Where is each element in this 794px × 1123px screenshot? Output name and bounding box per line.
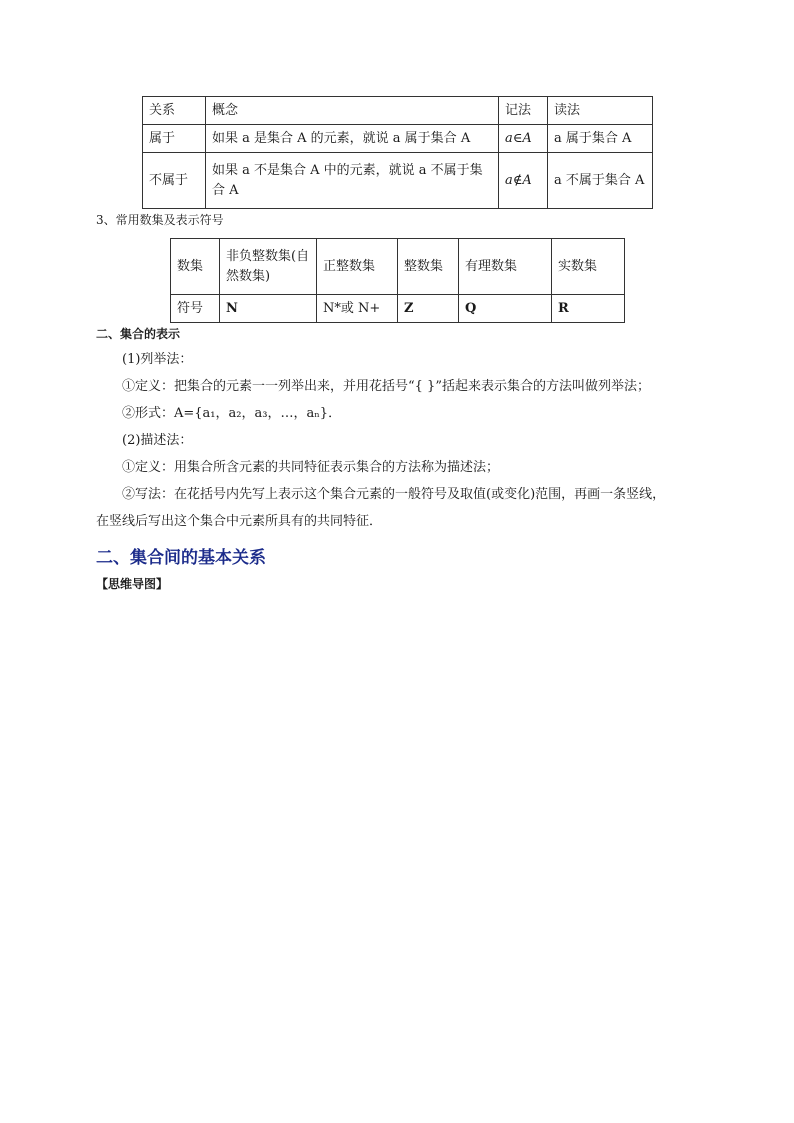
table-cell: 不属于 (143, 153, 206, 209)
table-header-row (143, 97, 653, 125)
table-cell: Z (398, 295, 459, 323)
table-cell: 有理数集 (459, 239, 552, 295)
table-cell: a∉A (499, 153, 548, 209)
text-line: ②形式：A={a₁，a₂，a₃，…，aₙ}． (122, 406, 342, 421)
section-3-title: 3、常用数集及表示符号 (96, 213, 224, 227)
mindmap-label: 【思维导图】 (96, 577, 169, 591)
text-line: (1)列举法： (122, 352, 193, 367)
table-cell: 关系 (143, 97, 206, 125)
table-cell: N*或 N+ (317, 295, 398, 323)
table-cell: 如果 a 是集合 A 的元素，就说 a 属于集合 A (206, 125, 499, 153)
table-cell: a 属于集合 A (548, 125, 653, 153)
table-cell: 数集 (171, 239, 220, 295)
text-line: ①定义：把集合的元素一一列举出来，并用花括号“{ }”括起来表示集合的方法叫做列举法； (122, 379, 650, 394)
table-row (143, 153, 653, 209)
number-set-table (170, 238, 625, 323)
table-cell: N (220, 295, 317, 323)
table-cell: 如果 a 不是集合 A 中的元素，就说 a 不属于集合 A (206, 153, 499, 209)
heading-set-relations: 二、集合间的基本关系 (96, 548, 266, 568)
section-2-title: 二、集合的表示 (96, 327, 181, 341)
text-line: 在竖线后写出这个集合中元素所具有的共同特征． (96, 514, 383, 529)
text-line: ②写法：在花括号内先写上表示这个集合元素的一般符号及取值(或变化)范围，再画一条竖线， (122, 487, 666, 502)
table-cell: 符号 (171, 295, 220, 323)
table-cell: Q (459, 295, 552, 323)
table-cell: 非负整数集(自然数集) (220, 239, 317, 295)
table-row (171, 239, 625, 295)
table-cell: a 不属于集合 A (548, 153, 653, 209)
table-cell: a∈A (499, 125, 548, 153)
table-cell: 正整数集 (317, 239, 398, 295)
table-cell: 属于 (143, 125, 206, 153)
text-line: (2)描述法： (122, 433, 193, 448)
table-row (171, 295, 625, 323)
table-cell: 读法 (548, 97, 653, 125)
text-line: ①定义：用集合所含元素的共同特征表示集合的方法称为描述法； (122, 460, 500, 475)
table-row (143, 125, 653, 153)
table-cell: 整数集 (398, 239, 459, 295)
relation-table (142, 96, 653, 209)
table-cell: 记法 (499, 97, 548, 125)
table-cell: 概念 (206, 97, 499, 125)
table-cell: R (552, 295, 625, 323)
table-cell: 实数集 (552, 239, 625, 295)
